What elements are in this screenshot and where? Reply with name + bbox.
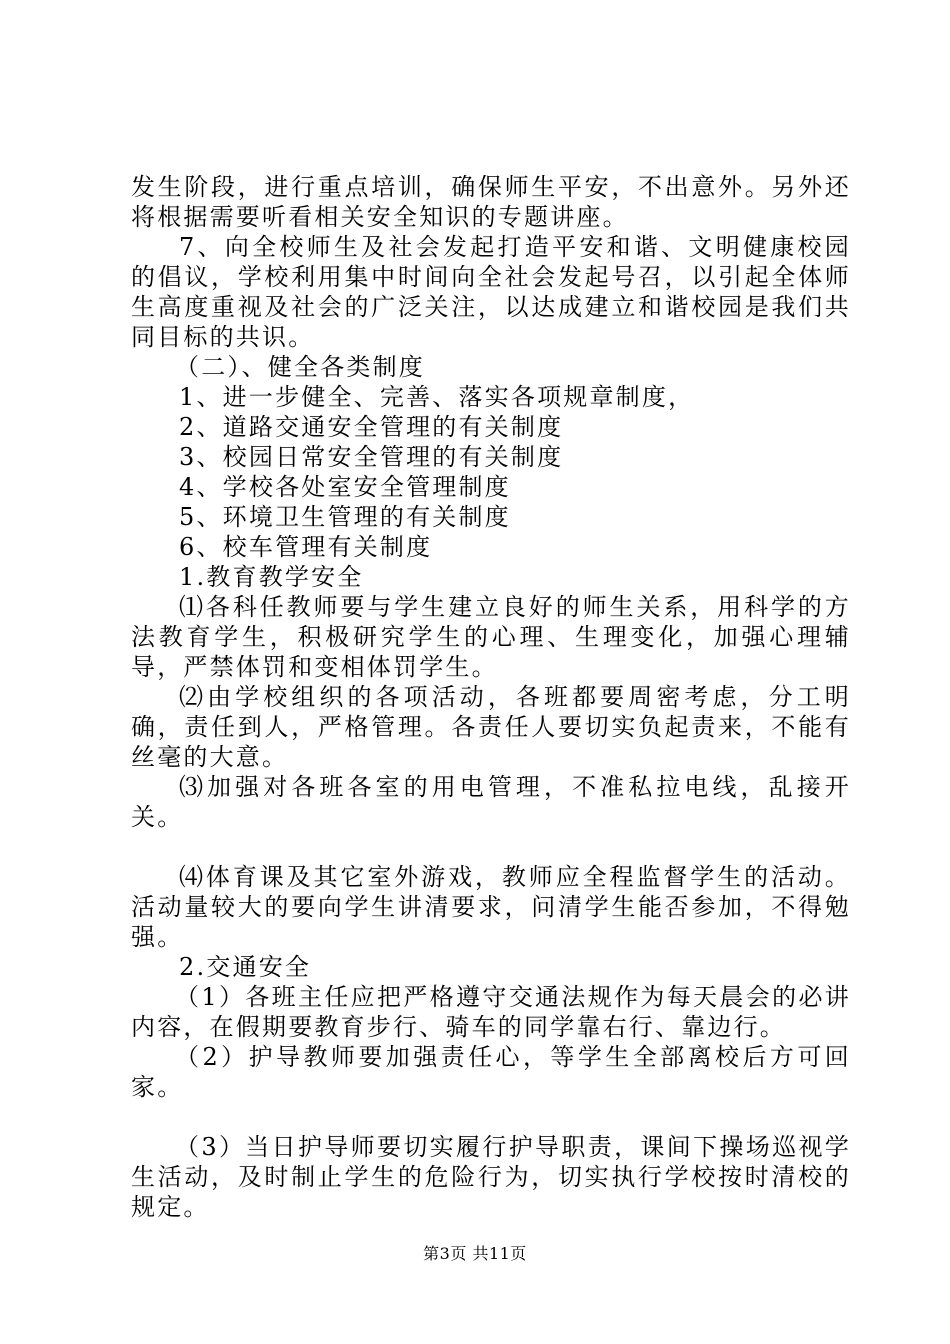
list-item-rule-6: 6、校车管理有关制度 — [179, 533, 433, 561]
teaching-safety-item-1: ⑴各科任教师要与学生建立良好的师生关系，用科学的方法教育学生，积极研究学生的心理、生理变化，加强心理辅导，严禁体罚和变相体罚学生。 — [131, 593, 851, 681]
traffic-safety-item-2: （2）护导教师要加强责任心，等学生全部离校后方可回家。 — [131, 1043, 851, 1101]
subsection-heading-teaching-safety: 1.教育教学安全 — [179, 563, 364, 591]
traffic-safety-item-1: （1）各班主任应把严格遵守交通法规作为每天晨会的必讲内容，在假期要教育步行、骑车的同学靠右行、靠边行。 — [131, 983, 851, 1041]
list-item-rule-1: 1、进一步健全、完善、落实各项规章制度， — [179, 383, 695, 411]
traffic-safety-item-3: （3）当日护导师要切实履行护导职责，课间下操场巡视学生活动，及时制止学生的危险行为，切实执行学校按时清校的规定。 — [131, 1133, 851, 1221]
page-number-footer: 第3页 共11页 — [423, 1244, 527, 1263]
subsection-heading-traffic-safety: 2.交通安全 — [179, 953, 312, 981]
list-item-rule-2: 2、道路交通安全管理的有关制度 — [179, 413, 564, 441]
list-item-rule-3: 3、校园日常安全管理的有关制度 — [179, 443, 564, 471]
list-item-rule-4: 4、学校各处室安全管理制度 — [179, 473, 511, 501]
section-heading-2: （二）、健全各类制度 — [175, 353, 425, 381]
list-item-rule-5: 5、环境卫生管理的有关制度 — [179, 503, 511, 531]
paragraph-continuation: 发生阶段，进行重点培训，确保师生平安，不出意外。另外还将根据需要听看相关安全知识的专题讲座。 — [131, 173, 851, 231]
teaching-safety-item-3: ⑶加强对各班各室的用电管理，不准私拉电线，乱接开关。 — [131, 773, 851, 831]
teaching-safety-item-4: ⑷体育课及其它室外游戏，教师应全程监督学生的活动。活动量较大的要向学生讲清要求，问清学生能否参加，不得勉强。 — [131, 863, 851, 951]
paragraph-item-7: 7、向全校师生及社会发起打造平安和谐、文明健康校园的倡议，学校利用集中时间向全社会发起号召，以引起全体师生高度重视及社会的广泛关注，以达成建立和谐校园是我们共同目标的共识。 — [131, 233, 851, 351]
document-body — [131, 172, 851, 1222]
teaching-safety-item-2: ⑵由学校组织的各项活动，各班都要周密考虑，分工明确，责任到人，严格管理。各责任人要切实负起责来，不能有丝毫的大意。 — [131, 683, 851, 771]
